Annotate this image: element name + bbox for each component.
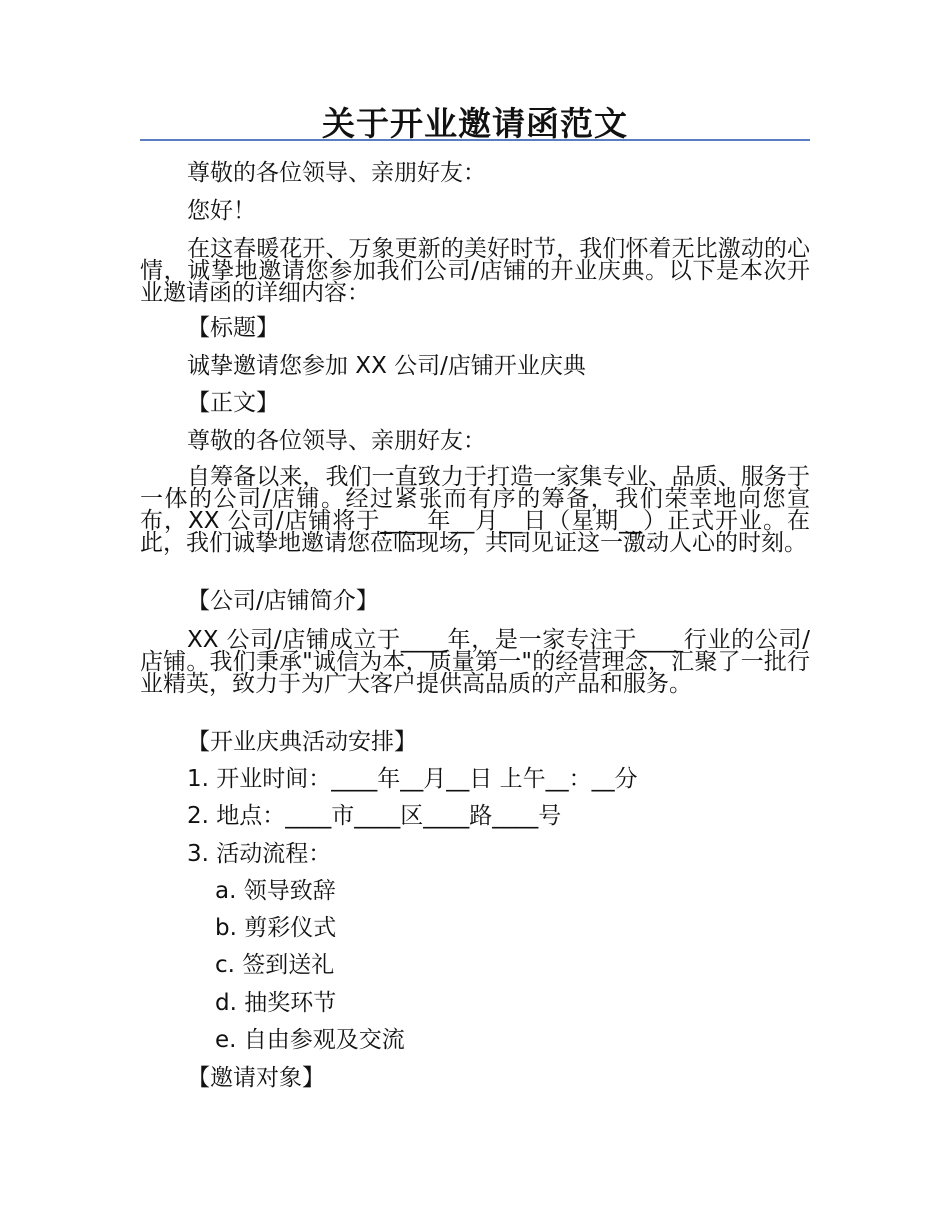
schedule-item-flow: 3. 活动流程： (187, 841, 332, 867)
document-title: 关于开业邀请函范文 (322, 104, 628, 143)
invite-title: 诚挚邀请您参加 XX 公司/店铺开业庆典 (187, 353, 586, 379)
section-heading-title: 【标题】 (187, 315, 279, 341)
schedule-item-place: 2. 地点：____市____区____路____号 (187, 803, 562, 829)
flow-item-b: b. 剪彩仪式 (215, 915, 337, 941)
intro-paragraph: 在这春暖花开、万象更新的美好时节，我们怀着无比激动的心情，诚挚地邀请您参加我们公司/店铺的开业庆典。以下是本次开业邀请函的详细内容： (140, 236, 810, 306)
section-heading-schedule: 【开业庆典活动安排】 (187, 729, 417, 755)
body-paragraph: 自筹备以来，我们一直致力于打造一家集专业、品质、服务于一体的公司/店铺。经过紧张而有序的筹备，我们荣幸地向您宣布，XX 公司/店铺将于____年__月__日（星期__）正式开业。在此，我们诚挚地邀请您莅临现场，共同见证这一激动人心的时刻。 (140, 464, 810, 556)
flow-item-c: c. 签到送礼 (215, 952, 335, 978)
flow-item-a: a. 领导致辞 (215, 878, 336, 904)
section-heading-invitees: 【邀请对象】 (187, 1065, 325, 1091)
salutation: 尊敬的各位领导、亲朋好友： (187, 160, 486, 186)
flow-item-d: d. 抽奖环节 (215, 990, 337, 1016)
flow-item-e: e. 自由参观及交流 (215, 1027, 405, 1053)
section-heading-company: 【公司/店铺简介】 (187, 588, 379, 614)
schedule-item-time: 1. 开业时间：____年__月__日 上午__：__分 (187, 766, 638, 792)
title-underline (140, 139, 810, 141)
company-paragraph: XX 公司/店铺成立于____年，是一家专注于____行业的公司/店铺。我们秉承"诚信为本，质量第一"的经营理念，汇聚了一批行业精英，致力于为广大客户提供高品质的产品和服务。 (140, 627, 810, 697)
salutation-body: 尊敬的各位领导、亲朋好友： (187, 428, 486, 454)
section-heading-body: 【正文】 (187, 390, 279, 416)
greeting: 您好！ (187, 198, 256, 224)
